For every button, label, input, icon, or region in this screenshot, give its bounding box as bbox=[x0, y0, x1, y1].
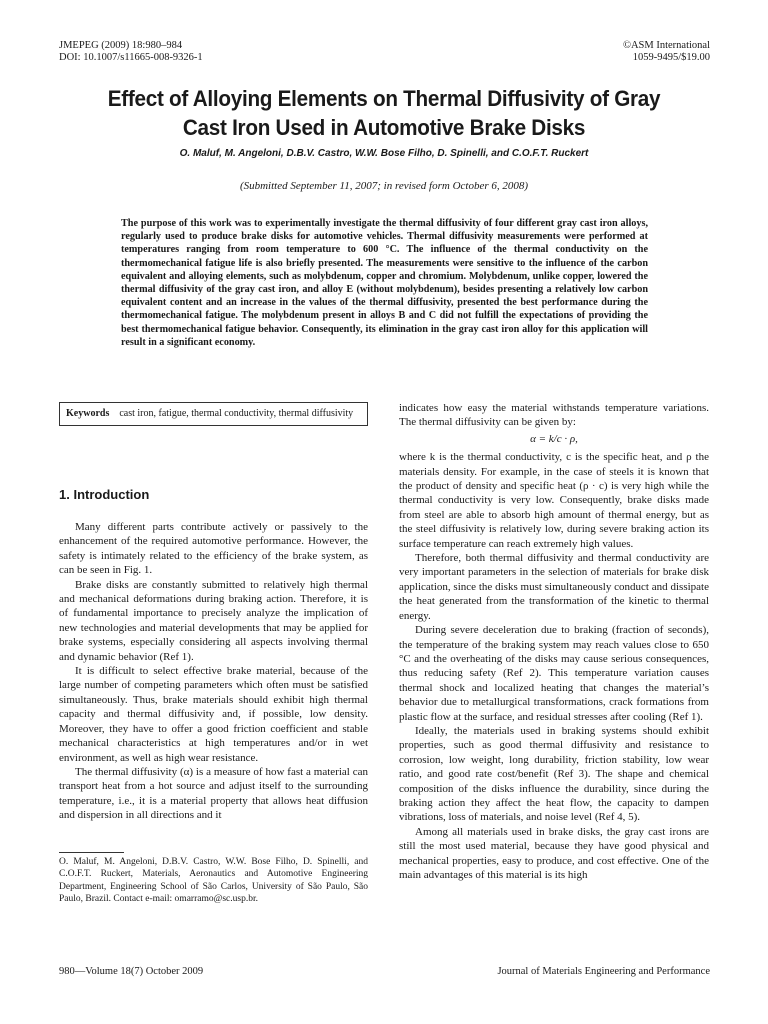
doi: DOI: 10.1007/s11665-008-9326-1 bbox=[59, 52, 203, 63]
authors: O. Maluf, M. Angeloni, D.B.V. Castro, W.W. Bose Filho, D. Spinelli, and C.O.F.T. Ruckert bbox=[179, 148, 589, 159]
abstract: The purpose of this work was to experimentally investigate the thermal diffusivity of four different gray cast iron alloys, regularly used to produce brake disks for automotive vehicles. Thermal diffusivity measurements were performed at temperatures ranging from room temperature to 600 °C. The influence of the thermal conductivity on the thermomechanical fatigue life is also briefly presented. The measurements were sensitive to the influence of the carbon equivalent and alloying elements, such as molybdenum, copper and chromium. Molybdenum, unlike copper, lowered the thermal diffusivity of the gray cast iron, and alloy E (without molybdenum), besides presenting a relatively low carbon equivalent content and an increase in the values of the thermal diffusivity, presented the best performance during the thermomechanical fatigue. The molybdenum present in alloys B and C did not fulfill the expectations of providing the best thermomechanical fatigue behavior. Consequently, its elimination in the gray cast iron alloy for this application will result in a significant economy. bbox=[121, 218, 648, 348]
paragraph: The thermal diffusivity (α) is a measure of how fast a material can transport heat from a hot source and adjust itself to the surrounding temperature, i.e., it is a material property that allows heat diffusion and dispersion in all directions and it bbox=[59, 765, 368, 822]
footer-volume: 980—Volume 18(7) October 2009 bbox=[59, 966, 204, 977]
paragraph: Brake disks are constantly submitted to relatively high thermal and mechanical deformations during braking action. Therefore, it is of fundamental importance to precisely analyze the implication of new technologies and material developments that may be applied for brake systems, especially considering all aspects involving thermal and dynamic behavior (Ref 1). bbox=[59, 578, 368, 663]
keywords-label: Keywords bbox=[66, 408, 110, 419]
paragraph: Among all materials used in brake disks, the gray cast irons are still the most used material, because they have good physical and mechanical properties, easy to produce, and cost effective. One of the main advantages of this material is its high bbox=[399, 825, 709, 881]
keywords-text: cast iron, fatigue, thermal conductivity, thermal diffusivity bbox=[119, 408, 354, 419]
footer-journal: Journal of Materials Engineering and Performance bbox=[497, 966, 710, 977]
paragraph: It is difficult to select effective brake material, because of the large number of competing parameters which often must be satisfied simultaneously. Thus, brake materials should exhibit high thermal capacity and thermal diffusivity and, if possible, low density. Moreover, they have to offer a good friction coefficient and stable mechanical characteristics at high temperatures and/or in wet environment, as well as high wear resistance. bbox=[59, 665, 368, 764]
keywords-box bbox=[59, 402, 368, 426]
paragraph: Ideally, the materials used in braking systems should exhibit properties, such as good thermal diffusivity and resistance to corrosion, low weight, long durability, friction stability, low wear ratio, and good rate cost/benefit (Ref 3). The shape and chemical composition of the disks influence the durability, since during the braking action they affect the heat flow, the capacity to dampen vibrations, loss of materials, and noise level (Ref 4, 5). bbox=[399, 724, 709, 824]
paper-title-line-1: Effect of Alloying Elements on Thermal Diffusivity of Gray bbox=[107, 86, 661, 111]
paragraph: indicates how easy the material withstands temperature variations. The thermal diffusivity can be given by: bbox=[399, 402, 709, 429]
diffusivity-formula: α = k/c · ρ, bbox=[530, 432, 578, 445]
right-column bbox=[399, 401, 709, 882]
publisher: ©ASM International bbox=[622, 40, 710, 51]
submission-dates: (Submitted September 11, 2007; in revised form October 6, 2008) bbox=[239, 180, 529, 192]
journal-citation: JMEPEG (2009) 18:980–984 bbox=[59, 40, 183, 51]
left-column bbox=[59, 520, 368, 823]
issn-price: 1059-9495/$19.00 bbox=[632, 52, 710, 63]
paragraph: where k is the thermal conductivity, c is the specific heat, and ρ the materials density. For example, in the case of steels it is known that the product of density and specific heat (ρ · c) is very high while the thermal conductivity is very low. Consequently, brake disks made from steel are able to absorb high amount of thermal energy, but as the steel diffusivity is relatively low, during severe braking action its surface temperature can reach extremely high values. bbox=[399, 451, 709, 550]
paragraph: Therefore, both thermal diffusivity and thermal conductivity are very important parameters in the selection of materials for brake disk application, since the disks must simultaneously conduct and dissipate the heat generated from the transformation of the kinetic to thermal energy. bbox=[399, 552, 709, 622]
footnote-divider bbox=[59, 852, 124, 853]
journal-header-left bbox=[59, 40, 203, 64]
paper-title bbox=[68, 84, 701, 142]
paragraph: Many different parts contribute actively or passively to the enhancement of the required automotive performance. However, the safety is intimately related to the efficiency of the brake system, as can be seen in Fig. 1. bbox=[59, 521, 368, 577]
paper-title-line-2: Cast Iron Used in Automotive Brake Disks bbox=[182, 115, 586, 140]
journal-header-right bbox=[623, 40, 710, 64]
author-affiliation: O. Maluf, M. Angeloni, D.B.V. Castro, W.W. Bose Filho, D. Spinelli, and C.O.F.T. Ruckert, Materials, Aeronautics and Automotive Engineering Department, Engineering School of São Carlos, University of São Paulo, São Paulo, Brazil. Contact e-mail: omarramo@sc.usp.br. bbox=[59, 857, 368, 905]
paragraph: During severe deceleration due to braking (fraction of seconds), the temperature of the braking system may reach values close to 650 °C and the overheating of the disks may cause serious consequences, thus reducing safety (Ref 2). This temperature variation causes thermal shock and localized heating that changes the material’s behavior due to metallurgical transformations, crack formations from plastic flow at the surface, and residual stresses after cooling (Ref 1). bbox=[399, 624, 709, 723]
section-heading-introduction: 1. Introduction bbox=[59, 487, 150, 502]
